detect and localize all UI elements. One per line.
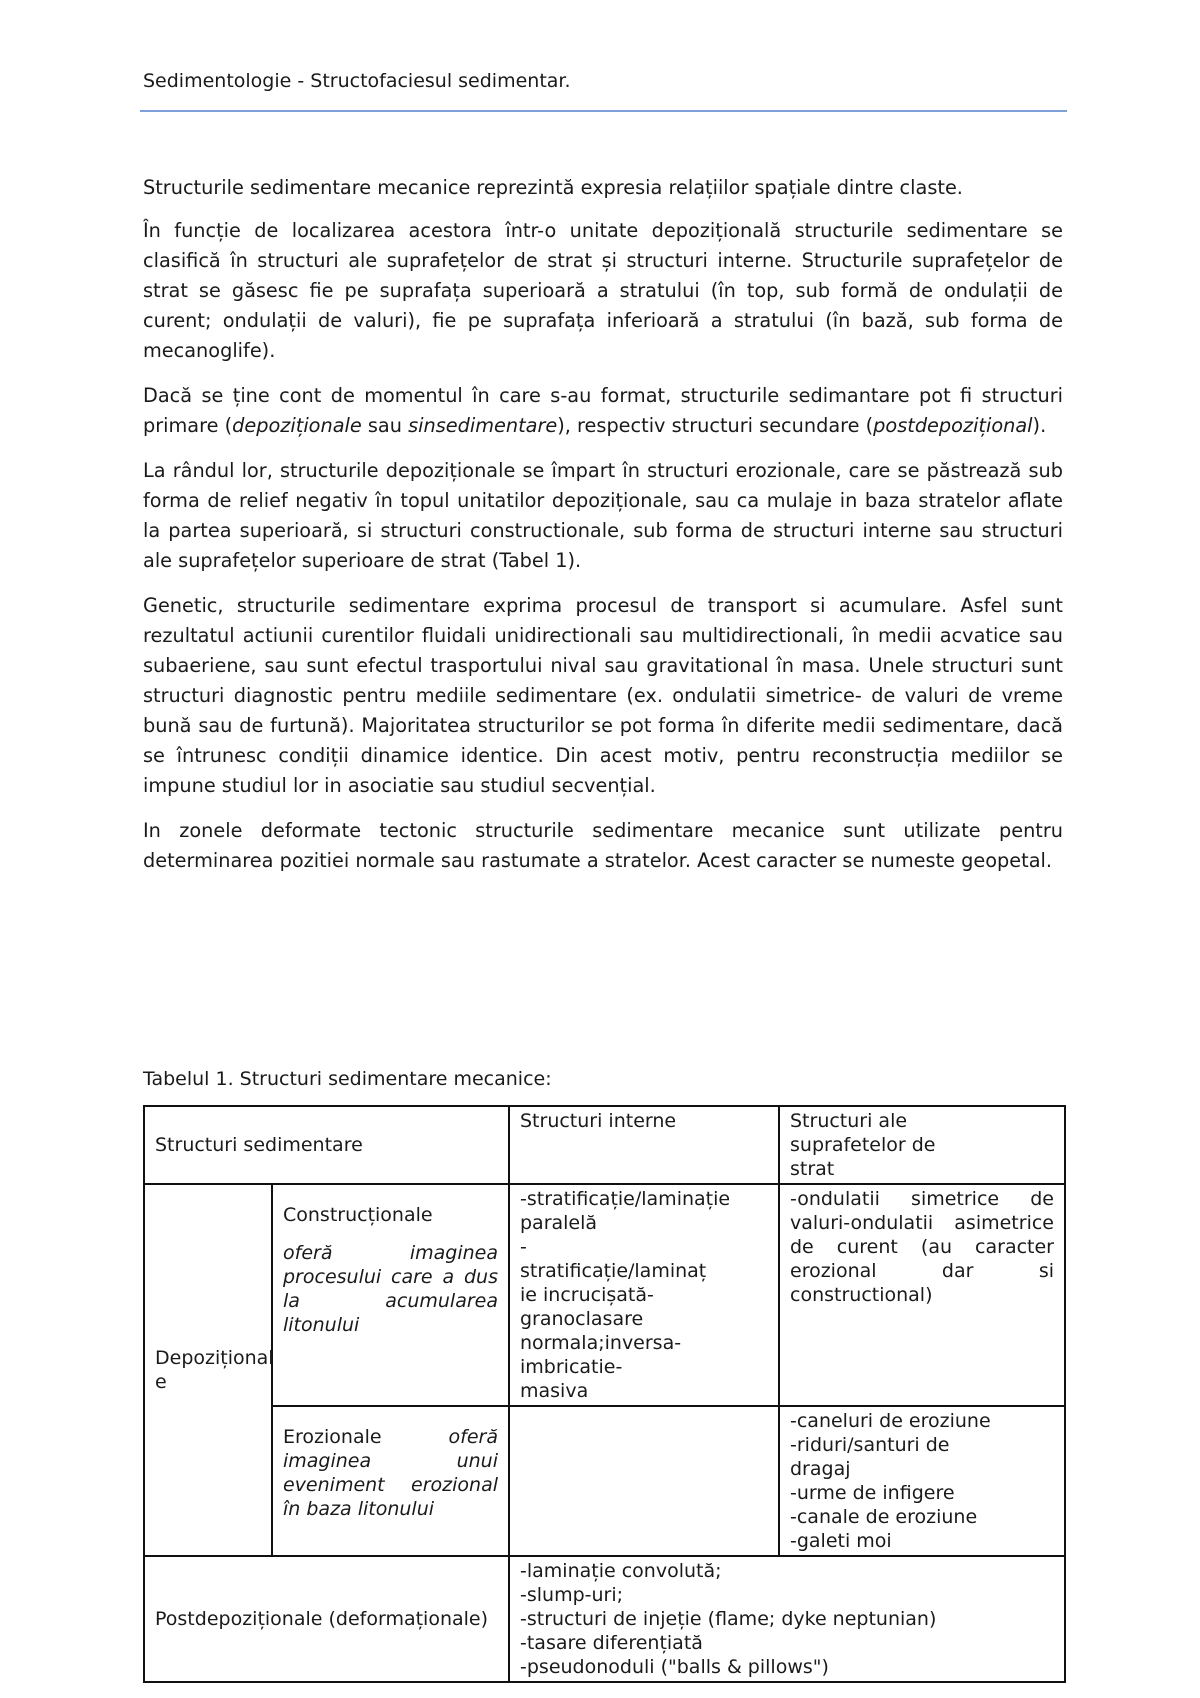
list-item: -galeti moi: [790, 1530, 892, 1552]
list-item: -structuri de injeție (flame; dyke neptunian): [520, 1608, 937, 1630]
erosional-cell: [272, 1406, 509, 1556]
paragraph-3: [143, 381, 1063, 441]
erosional-title: Erozionale: [283, 1426, 382, 1448]
list-item: granoclasare: [520, 1308, 644, 1330]
depozitional-label: Depozițional e: [144, 1184, 272, 1556]
list-item: -: [520, 1236, 527, 1258]
list-item: imbricatie-: [520, 1356, 623, 1378]
table-caption: Tabelul 1. Structuri sedimentare mecanice:: [143, 1068, 552, 1090]
list-item: dragaj: [790, 1458, 851, 1480]
header-structuri-suprafete: [779, 1106, 1065, 1184]
list-item: -tasare diferențiată: [520, 1632, 703, 1654]
postdepositional-row: [144, 1556, 1065, 1682]
list-item: -stratificație/laminație: [520, 1188, 731, 1210]
structures-table: [143, 1105, 1066, 1683]
constructional-description: oferă imaginea procesului care a dus la acumularea litonului: [283, 1242, 498, 1336]
list-item: -laminație convolută;: [520, 1560, 722, 1582]
paragraph-4: La rândul lor, structurile depoziționale se împart în structuri erozionale, care se păstrează sub forma de relief negativ în topul unitatilor depoziționale, sau ca mulaje in baza stratelor aflate la partea superioară, si structuri constructionale, sub forma de structuri interne sau structuri ale suprafețelor superioare de strat (Tabel 1).: [143, 459, 1063, 572]
p3-text-a: Dacă se ține cont de momentul în care s-au format, structurile sedimantare pot fi structuri primare (: [143, 384, 1063, 437]
header-line: suprafetelor de: [790, 1134, 936, 1156]
postdepozitional-items: [509, 1556, 1065, 1682]
p3-text-e: ), respectiv structuri secundare (: [557, 414, 874, 437]
list-item: masiva: [520, 1380, 589, 1402]
constructional-internal: [509, 1184, 779, 1406]
header-line: strat: [790, 1158, 835, 1180]
p3-text-g: ).: [1032, 414, 1047, 437]
header-structuri-interne: Structuri interne: [509, 1106, 779, 1184]
paragraph-5: Genetic, structurile sedimentare exprima procesul de transport si acumulare. Asfel sunt rezultatul actiunii curentilor fluidali unidirectionali sau multidirectionali, în medii acvatice sau subaeriene, sau sunt efectul trasportului nival sau gravitational în masa. Unele structuri sunt structuri diagnostic pentru mediile sedimentare (ex. ondulatii simetrice- de valuri de vreme bună sau de furtună). Majoritatea structurilor se pot forma în diferite medii sedimentare, dacă se întrunesc condiții dinamice identice. Din acest motiv, pentru reconstrucția mediilor se impune studiul lor in asociatie sau studiul secvențial.: [143, 594, 1063, 797]
p3-term-depozitionale: depoziționale: [232, 414, 362, 437]
list-item: paralelă: [520, 1212, 598, 1234]
list-item: ie incrucișată-: [520, 1284, 654, 1306]
list-item: normala;inversa-: [520, 1332, 682, 1354]
header-structuri-sedimentare: Structuri sedimentare: [144, 1106, 509, 1184]
p3-term-postdepozitional: postdepozițional: [873, 414, 1033, 437]
list-item: -pseudonoduli ("balls & pillows"): [520, 1656, 829, 1678]
list-item: -urme de infigere: [790, 1482, 955, 1504]
list-item: -riduri/santuri de: [790, 1434, 950, 1456]
list-item: stratificație/laminaț: [520, 1260, 707, 1282]
erosional-row: [144, 1406, 1065, 1556]
paragraph-6: In zonele deformate tectonic structurile sedimentare mecanice sunt utilizate pentru determinarea pozitiei normale sau rastumate a stratelor. Acest caracter se numeste geopetal.: [143, 819, 1063, 872]
header-divider: [140, 110, 1067, 112]
list-item: -caneluri de eroziune: [790, 1410, 991, 1432]
erosional-internal-empty: [509, 1406, 779, 1556]
p3-term-sinsedimentare: sinsedimentare: [408, 414, 558, 437]
paragraph-2: În funcție de localizarea acestora într-o unitate depozițională structurile sedimentare se clasifică în structuri ale suprafețelor de strat și structuri interne. Structurile suprafețelor de strat se găsesc fie pe suprafața superioară a stratului (în top, sub formă de ondulații de curent; ondulații de valuri), fie pe suprafața inferioară a stratului (în bază, sub forma de mecanoglife).: [143, 219, 1063, 362]
list-item: -canale de eroziune: [790, 1506, 978, 1528]
constructional-row: [144, 1184, 1065, 1406]
erosional-surface: [779, 1406, 1065, 1556]
erosional-description: oferă imaginea unui eveniment erozional în baza litonului: [283, 1426, 498, 1520]
page-header-title: Sedimentologie - Structofaciesul sedimentar.: [143, 70, 571, 92]
header-line: Structuri ale: [790, 1110, 908, 1132]
p3-text-c: sau: [361, 414, 409, 437]
constructional-title: Construcționale: [283, 1204, 433, 1226]
document-body: [143, 174, 1063, 891]
table-header-row: [144, 1106, 1065, 1184]
constructional-surface: -ondulatii simetrice de valuri-ondulatii asimetrice de curent (au caracter erozional dar si constructional): [779, 1184, 1065, 1406]
constructional-cell: [272, 1184, 509, 1406]
list-item: -slump-uri;: [520, 1584, 624, 1606]
paragraph-1: Structurile sedimentare mecanice reprezintă expresia relațiilor spațiale dintre claste.: [143, 176, 963, 199]
postdepozitional-label: Postdepoziționale (deformaționale): [144, 1556, 509, 1682]
